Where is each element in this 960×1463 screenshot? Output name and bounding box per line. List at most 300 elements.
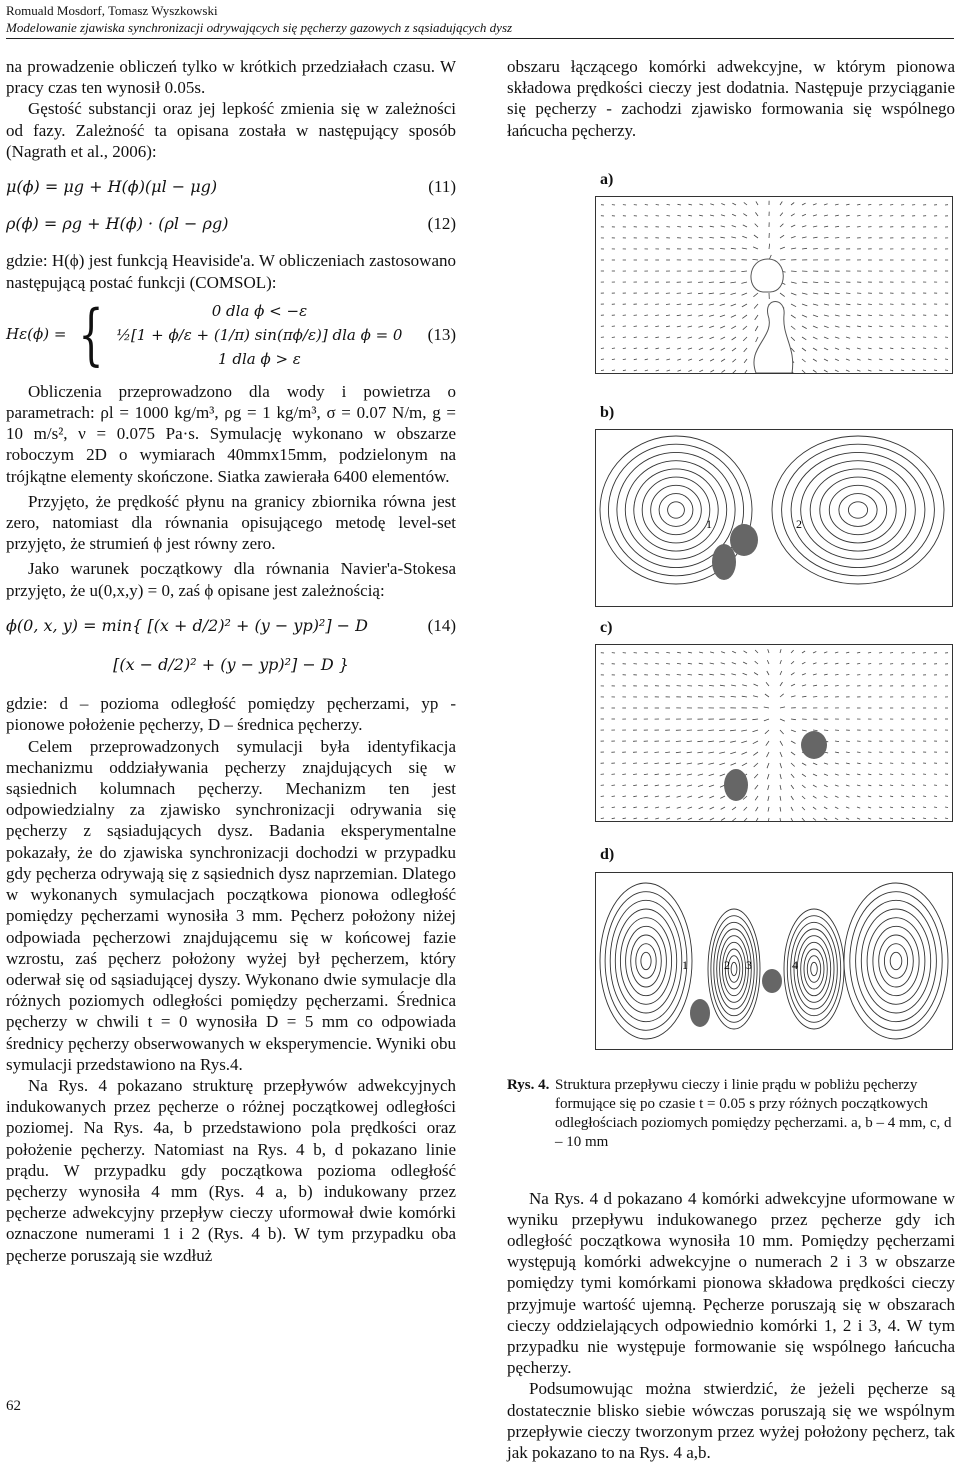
velocity-arrow — [612, 807, 615, 808]
velocity-arrow — [633, 785, 637, 786]
cases — [116, 299, 402, 371]
velocity-arrow — [835, 741, 839, 742]
velocity-arrow — [945, 370, 948, 371]
velocity-arrow — [754, 673, 758, 676]
streamline — [890, 952, 902, 969]
velocity-arrow — [835, 293, 840, 294]
velocity-arrow — [666, 315, 670, 316]
velocity-arrow — [699, 215, 703, 216]
streamline — [610, 900, 682, 1021]
velocity-arrow — [688, 326, 692, 327]
velocity-arrow — [780, 224, 783, 227]
velocity-arrow — [868, 785, 871, 786]
velocity-arrow — [698, 796, 703, 798]
velocity-arrow — [688, 664, 692, 665]
velocity-arrow — [677, 359, 681, 360]
velocity-arrow — [708, 741, 714, 742]
velocity-arrow — [791, 236, 796, 238]
velocity-arrow — [698, 686, 703, 687]
velocity-arrow — [868, 807, 871, 808]
velocity-arrow — [697, 752, 703, 753]
velocity-arrow — [765, 694, 769, 697]
velocity-arrow — [780, 683, 783, 687]
paragraph: Na Rys. 4 pokazano strukturę przepływów adwekcyjnych indukowanych przez pęcherze o różnej początkowej odległości poziomej. Na Rys. 4a, b przedstawiono pola prędkości oraz położenie pęcherzy. Natomiast na Rys. 4 b, d pokazano linie prądu. W przypadku gdy początkowa pozioma odległość pęcherzy wynosiła 4 mm (Rys. 4 a, b) indukowany przez pęcherze adwekcyjny przepływ cieczy uformował dwie komórki oznaczone numerami 1 i 2 (Rys. 4 b). W tym przypadku oba pęcherze poruszają sie wzdłuż — [6, 1075, 456, 1266]
velocity-arrow — [744, 348, 747, 352]
velocity-arrow — [879, 653, 882, 654]
velocity-arrow — [634, 326, 637, 327]
velocity-arrow — [835, 359, 839, 361]
equation-number: (12) — [428, 213, 456, 234]
velocity-arrow — [813, 785, 817, 787]
velocity-arrow — [802, 785, 806, 788]
velocity-arrow — [857, 215, 861, 216]
velocity-arrow — [857, 315, 861, 316]
equation-14 — [6, 615, 456, 636]
velocity-arrow — [666, 818, 670, 819]
velocity-arrow — [753, 730, 759, 732]
velocity-arrow — [813, 359, 817, 361]
velocity-arrow — [753, 741, 758, 744]
velocity-arrow — [721, 226, 725, 227]
velocity-arrow — [709, 304, 714, 305]
velocity-arrow — [835, 204, 839, 205]
velocity-arrow — [655, 774, 659, 775]
bubble-shape — [801, 731, 827, 759]
velocity-arrow — [802, 348, 806, 351]
velocity-arrow — [744, 807, 747, 811]
velocity-arrow — [780, 752, 782, 757]
velocity-arrow — [780, 763, 782, 768]
velocity-arrow — [665, 763, 670, 764]
left-brace: { — [79, 302, 104, 368]
velocity-arrow — [890, 774, 893, 775]
velocity-arrow — [824, 796, 828, 798]
velocity-arrow — [824, 237, 828, 238]
velocity-arrow — [835, 337, 839, 338]
velocity-arrow — [846, 675, 849, 676]
velocity-arrow — [791, 282, 797, 283]
velocity-arrow — [780, 671, 782, 675]
velocity-arrow — [835, 818, 838, 820]
velocity-arrow — [846, 348, 850, 349]
velocity-arrow — [710, 663, 714, 664]
velocity-arrow — [623, 818, 626, 819]
paragraph: gdzie: d – pozioma odległość pomiędzy pęcherzami, yp - pionowe położenie pęcherzy, D – średnica pęcherzy. — [6, 693, 456, 735]
velocity-arrow — [813, 807, 816, 809]
velocity-arrow — [835, 315, 840, 316]
velocity-arrow — [710, 652, 714, 653]
velocity-arrow — [709, 686, 714, 687]
velocity-arrow — [780, 213, 783, 216]
velocity-arrow — [655, 807, 659, 808]
velocity-arrow — [846, 807, 849, 808]
velocity-arrow — [857, 370, 860, 371]
velocity-arrow — [780, 707, 785, 708]
velocity-arrow — [720, 686, 725, 687]
velocity-arrow — [666, 796, 670, 797]
velocity-arrow — [634, 359, 637, 360]
velocity-arrow — [767, 763, 769, 768]
velocity-arrow — [623, 807, 626, 808]
velocity-arrow — [708, 752, 714, 753]
piecewise-function — [6, 299, 402, 371]
velocity-arrow — [688, 348, 692, 349]
streamline — [626, 926, 667, 995]
velocity-arrow — [813, 215, 817, 216]
panel-label-d: d) — [600, 844, 955, 865]
velocity-arrow — [835, 752, 839, 753]
velocity-arrow — [709, 796, 714, 798]
velocity-arrow — [732, 226, 736, 228]
velocity-arrow — [710, 370, 714, 372]
velocity-arrow — [742, 248, 747, 249]
velocity-arrow — [743, 662, 747, 664]
velocity-arrow — [846, 796, 849, 797]
velocity-arrow — [645, 359, 648, 360]
velocity-arrow — [741, 271, 747, 272]
velocity-arrow — [677, 807, 681, 808]
bubble-shape — [730, 524, 758, 556]
velocity-arrow — [687, 293, 692, 294]
velocity-arrow — [710, 359, 714, 361]
velocity-arrow — [678, 204, 682, 205]
velocity-arrow — [813, 226, 817, 227]
velocity-arrow — [791, 774, 794, 778]
velocity-arrow — [802, 203, 806, 205]
velocity-arrow — [720, 293, 725, 294]
velocity-arrow — [622, 785, 626, 786]
velocity-arrow — [655, 337, 659, 338]
velocity-arrow — [901, 348, 904, 349]
velocity-arrow — [934, 807, 937, 808]
velocity-arrow — [780, 202, 782, 206]
velocity-arrow — [780, 730, 784, 734]
velocity-arrow — [743, 337, 747, 341]
velocity-arrow — [719, 741, 725, 742]
velocity-arrow — [824, 763, 828, 764]
velocity-arrow — [780, 719, 785, 721]
velocity-arrow — [612, 785, 616, 786]
velocity-arrow — [802, 282, 808, 283]
velocity-arrow — [802, 226, 806, 227]
velocity-arrow — [754, 304, 758, 309]
velocity-arrow — [846, 337, 850, 338]
velocity-arrow — [709, 675, 714, 676]
velocity-arrow — [945, 818, 948, 819]
velocity-arrow — [824, 293, 829, 294]
velocity-arrow — [730, 741, 736, 742]
velocity-arrow — [698, 774, 703, 775]
velocity-arrow — [780, 785, 781, 790]
velocity-arrow — [677, 653, 681, 654]
velocity-arrow — [901, 818, 904, 819]
velocity-arrow — [742, 763, 747, 766]
velocity-arrow — [698, 326, 703, 327]
velocity-arrow — [688, 675, 692, 676]
velocity-arrow — [634, 818, 638, 819]
velocity-arrow — [645, 326, 649, 327]
velocity-arrow — [802, 370, 805, 373]
cell-label: 1 — [706, 517, 712, 531]
velocity-arrow — [879, 337, 883, 338]
velocity-arrow — [677, 326, 681, 327]
velocity-arrow — [623, 359, 626, 360]
velocity-arrow — [732, 337, 736, 340]
velocity-arrow — [756, 807, 759, 811]
velocity-arrow — [813, 674, 817, 675]
velocity-arrow — [791, 337, 795, 341]
velocity-arrow — [780, 694, 784, 697]
bubble-shape — [724, 769, 748, 801]
velocity-arrow — [754, 684, 759, 686]
velocity-arrow — [791, 763, 795, 767]
velocity-arrow — [791, 651, 794, 654]
cell-label: 2 — [796, 517, 802, 531]
velocity-arrow — [756, 337, 758, 342]
case-3: 1 dla ϕ > ε — [218, 347, 301, 371]
velocity-arrow — [756, 818, 758, 822]
velocity-arrow — [791, 741, 796, 744]
velocity-arrow — [699, 652, 703, 653]
velocity-arrow — [901, 370, 904, 371]
velocity-arrow — [846, 664, 849, 665]
velocity-arrow — [791, 248, 796, 249]
velocity-arrow — [732, 652, 736, 654]
velocity-arrow — [802, 763, 806, 765]
velocity-arrow — [709, 326, 714, 328]
velocity-arrow — [846, 774, 850, 775]
velocity-arrow — [655, 326, 659, 327]
velocity-arrow — [901, 337, 904, 338]
velocity-arrow — [744, 651, 748, 653]
velocity-arrow — [857, 227, 861, 228]
velocity-arrow — [699, 675, 704, 676]
velocity-arrow — [767, 774, 769, 779]
velocity-arrow — [846, 752, 850, 753]
panel-label-b: b) — [600, 402, 955, 423]
velocity-arrow — [846, 818, 849, 819]
left-column — [6, 56, 456, 1266]
paragraph: na prowadzenie obliczeń tylko w krótkich przedziałach czasu. W pracy czas ten wynosił 0.05s. — [6, 56, 456, 98]
velocity-arrow — [744, 370, 747, 374]
velocity-arrow — [890, 785, 893, 786]
velocity-arrow — [710, 818, 714, 820]
velocity-arrow — [731, 248, 736, 249]
velocity-arrow — [755, 796, 758, 800]
velocity-arrow — [813, 697, 817, 698]
velocity-arrow — [868, 348, 872, 349]
velocity-arrow — [633, 796, 637, 797]
equation-body: [(x − d/2)² + (y − yp)²] − D } — [113, 654, 349, 675]
bubble-shape — [690, 999, 710, 1027]
velocity-arrow — [846, 215, 850, 216]
velocity-arrow — [835, 763, 839, 764]
velocity-arrow — [744, 202, 747, 205]
velocity-arrow — [835, 215, 839, 216]
streamlines-panel-d — [595, 872, 953, 1050]
velocity-arrow — [677, 675, 681, 676]
velocity-arrow — [721, 652, 725, 653]
velocity-arrow — [732, 203, 736, 205]
velocity-arrow — [780, 661, 781, 665]
velocity-arrow — [689, 204, 693, 205]
velocity-arrow — [721, 337, 726, 339]
velocity-arrow — [824, 652, 827, 653]
velocity-arrow — [634, 370, 637, 371]
velocity-arrow — [934, 370, 937, 371]
velocity-arrow — [824, 686, 828, 687]
velocity-arrow — [731, 697, 736, 698]
velocity-arrow — [824, 304, 829, 305]
velocity-arrow — [708, 763, 714, 764]
velocity-arrow — [666, 664, 670, 665]
velocity-arrow — [780, 247, 785, 249]
equation-number: (11) — [428, 176, 456, 197]
velocity-arrow — [923, 818, 926, 819]
velocity-arrow — [824, 326, 829, 328]
velocity-arrow — [676, 763, 681, 764]
velocity-arrow — [645, 370, 648, 371]
velocity-arrow — [824, 359, 828, 361]
velocity-arrow — [699, 818, 703, 820]
streamline — [873, 926, 919, 995]
velocity-arrow — [934, 796, 937, 797]
equation-12 — [6, 213, 456, 234]
velocity-arrow — [901, 774, 904, 775]
streamline — [634, 469, 718, 551]
velocity-arrow — [601, 818, 604, 819]
velocity-arrow — [601, 370, 604, 371]
velocity-arrow — [612, 796, 615, 797]
velocity-arrow — [813, 326, 818, 328]
velocity-arrow — [755, 326, 758, 331]
velocity-arrow — [802, 304, 807, 306]
velocity-arrow — [824, 675, 828, 676]
velocity-arrow — [923, 348, 926, 349]
velocity-arrow — [835, 370, 839, 372]
velocity-arrow — [857, 304, 861, 305]
velocity-arrow — [677, 315, 681, 316]
velocity-arrow — [742, 697, 747, 698]
velocity-arrow — [688, 818, 692, 820]
velocity-arrow — [666, 653, 670, 654]
velocity-arrow — [934, 348, 937, 349]
velocity-arrow — [879, 348, 883, 349]
velocity-arrow — [720, 796, 725, 798]
velocity-arrow — [901, 326, 904, 327]
velocity-arrow — [667, 216, 671, 217]
equation-body: μ(ϕ) = μg + H(ϕ)(μl − μg) — [6, 176, 217, 197]
velocity-arrow — [802, 237, 807, 238]
velocity-arrow — [710, 337, 715, 339]
velocity-arrow — [699, 370, 703, 372]
velocity-arrow — [857, 763, 861, 764]
streamlines-panel-b — [595, 429, 953, 607]
velocity-arrow — [720, 282, 725, 283]
velocity-arrow — [912, 337, 915, 338]
velocity-arrow — [644, 807, 648, 808]
velocity-arrow — [813, 652, 816, 654]
velocity-arrow — [742, 752, 748, 754]
velocity-arrow — [912, 359, 915, 360]
velocity-arrow — [719, 763, 725, 765]
velocity-field-panel-a — [595, 196, 953, 374]
velocity-arrow — [699, 348, 703, 350]
velocity-arrow — [721, 818, 725, 821]
velocity-arrow — [824, 337, 828, 339]
velocity-arrow — [813, 315, 818, 317]
velocity-arrow — [879, 796, 882, 797]
velocity-arrow — [857, 359, 861, 360]
velocity-arrow — [710, 204, 714, 205]
velocity-arrow — [719, 752, 725, 753]
equation-14-line-2 — [6, 654, 456, 675]
velocity-arrow — [890, 326, 894, 327]
velocity-arrow — [868, 304, 872, 305]
velocity-arrow — [688, 370, 692, 372]
streamline — [605, 891, 687, 1030]
velocity-arrow — [667, 204, 670, 205]
velocity-arrow — [791, 785, 794, 789]
streamlines — [600, 883, 948, 1039]
velocity-arrow — [699, 226, 703, 227]
velocity-arrow — [879, 807, 882, 808]
velocity-arrow — [744, 359, 747, 363]
streamline — [839, 494, 877, 527]
velocity-arrow — [752, 719, 758, 720]
streamline — [801, 461, 916, 560]
velocity-arrow — [868, 653, 871, 654]
velocity-arrow — [868, 370, 871, 371]
velocity-arrow — [755, 224, 758, 227]
velocity-arrow — [766, 683, 769, 687]
streamline — [844, 883, 948, 1039]
velocity-arrow — [665, 752, 670, 753]
velocity-arrow — [890, 359, 893, 360]
velocity-arrow — [824, 730, 828, 731]
velocity-arrow — [687, 785, 692, 786]
velocity-arrow — [720, 674, 725, 675]
velocity-arrow — [791, 752, 795, 755]
velocity-arrow — [835, 675, 839, 676]
velocity-arrow — [677, 664, 681, 665]
velocity-arrow — [824, 774, 828, 776]
velocity-arrow — [601, 796, 604, 797]
velocity-arrow — [721, 215, 725, 216]
velocity-arrow — [802, 651, 805, 653]
velocity-arrow — [742, 293, 747, 295]
paragraph: Przyjęto, że prędkość płynu na granicy zbiornika równa jest zero, natomiast dla równania opisującego metodę level-set przyjęto, że strumień ϕ jest równy zero. — [6, 491, 456, 555]
velocity-arrow — [721, 663, 725, 664]
velocity-arrow — [835, 652, 838, 653]
velocity-arrow — [780, 774, 781, 779]
velocity-arrow — [765, 730, 769, 734]
velocity-arrow — [698, 785, 703, 787]
velocity-arrow — [743, 214, 747, 216]
velocity-arrow — [687, 741, 692, 742]
velocity-arrow — [709, 785, 714, 787]
velocity-arrow — [791, 271, 797, 272]
velocity-arrow — [645, 348, 648, 349]
velocity-arrow — [733, 370, 736, 373]
velocity-arrow — [824, 204, 828, 205]
velocity-arrow — [846, 370, 850, 372]
velocity-arrow — [923, 359, 926, 360]
velocity-arrow — [791, 203, 794, 206]
velocity-arrow — [687, 774, 692, 775]
velocity-arrow — [802, 214, 806, 216]
velocity-arrow — [666, 326, 670, 327]
